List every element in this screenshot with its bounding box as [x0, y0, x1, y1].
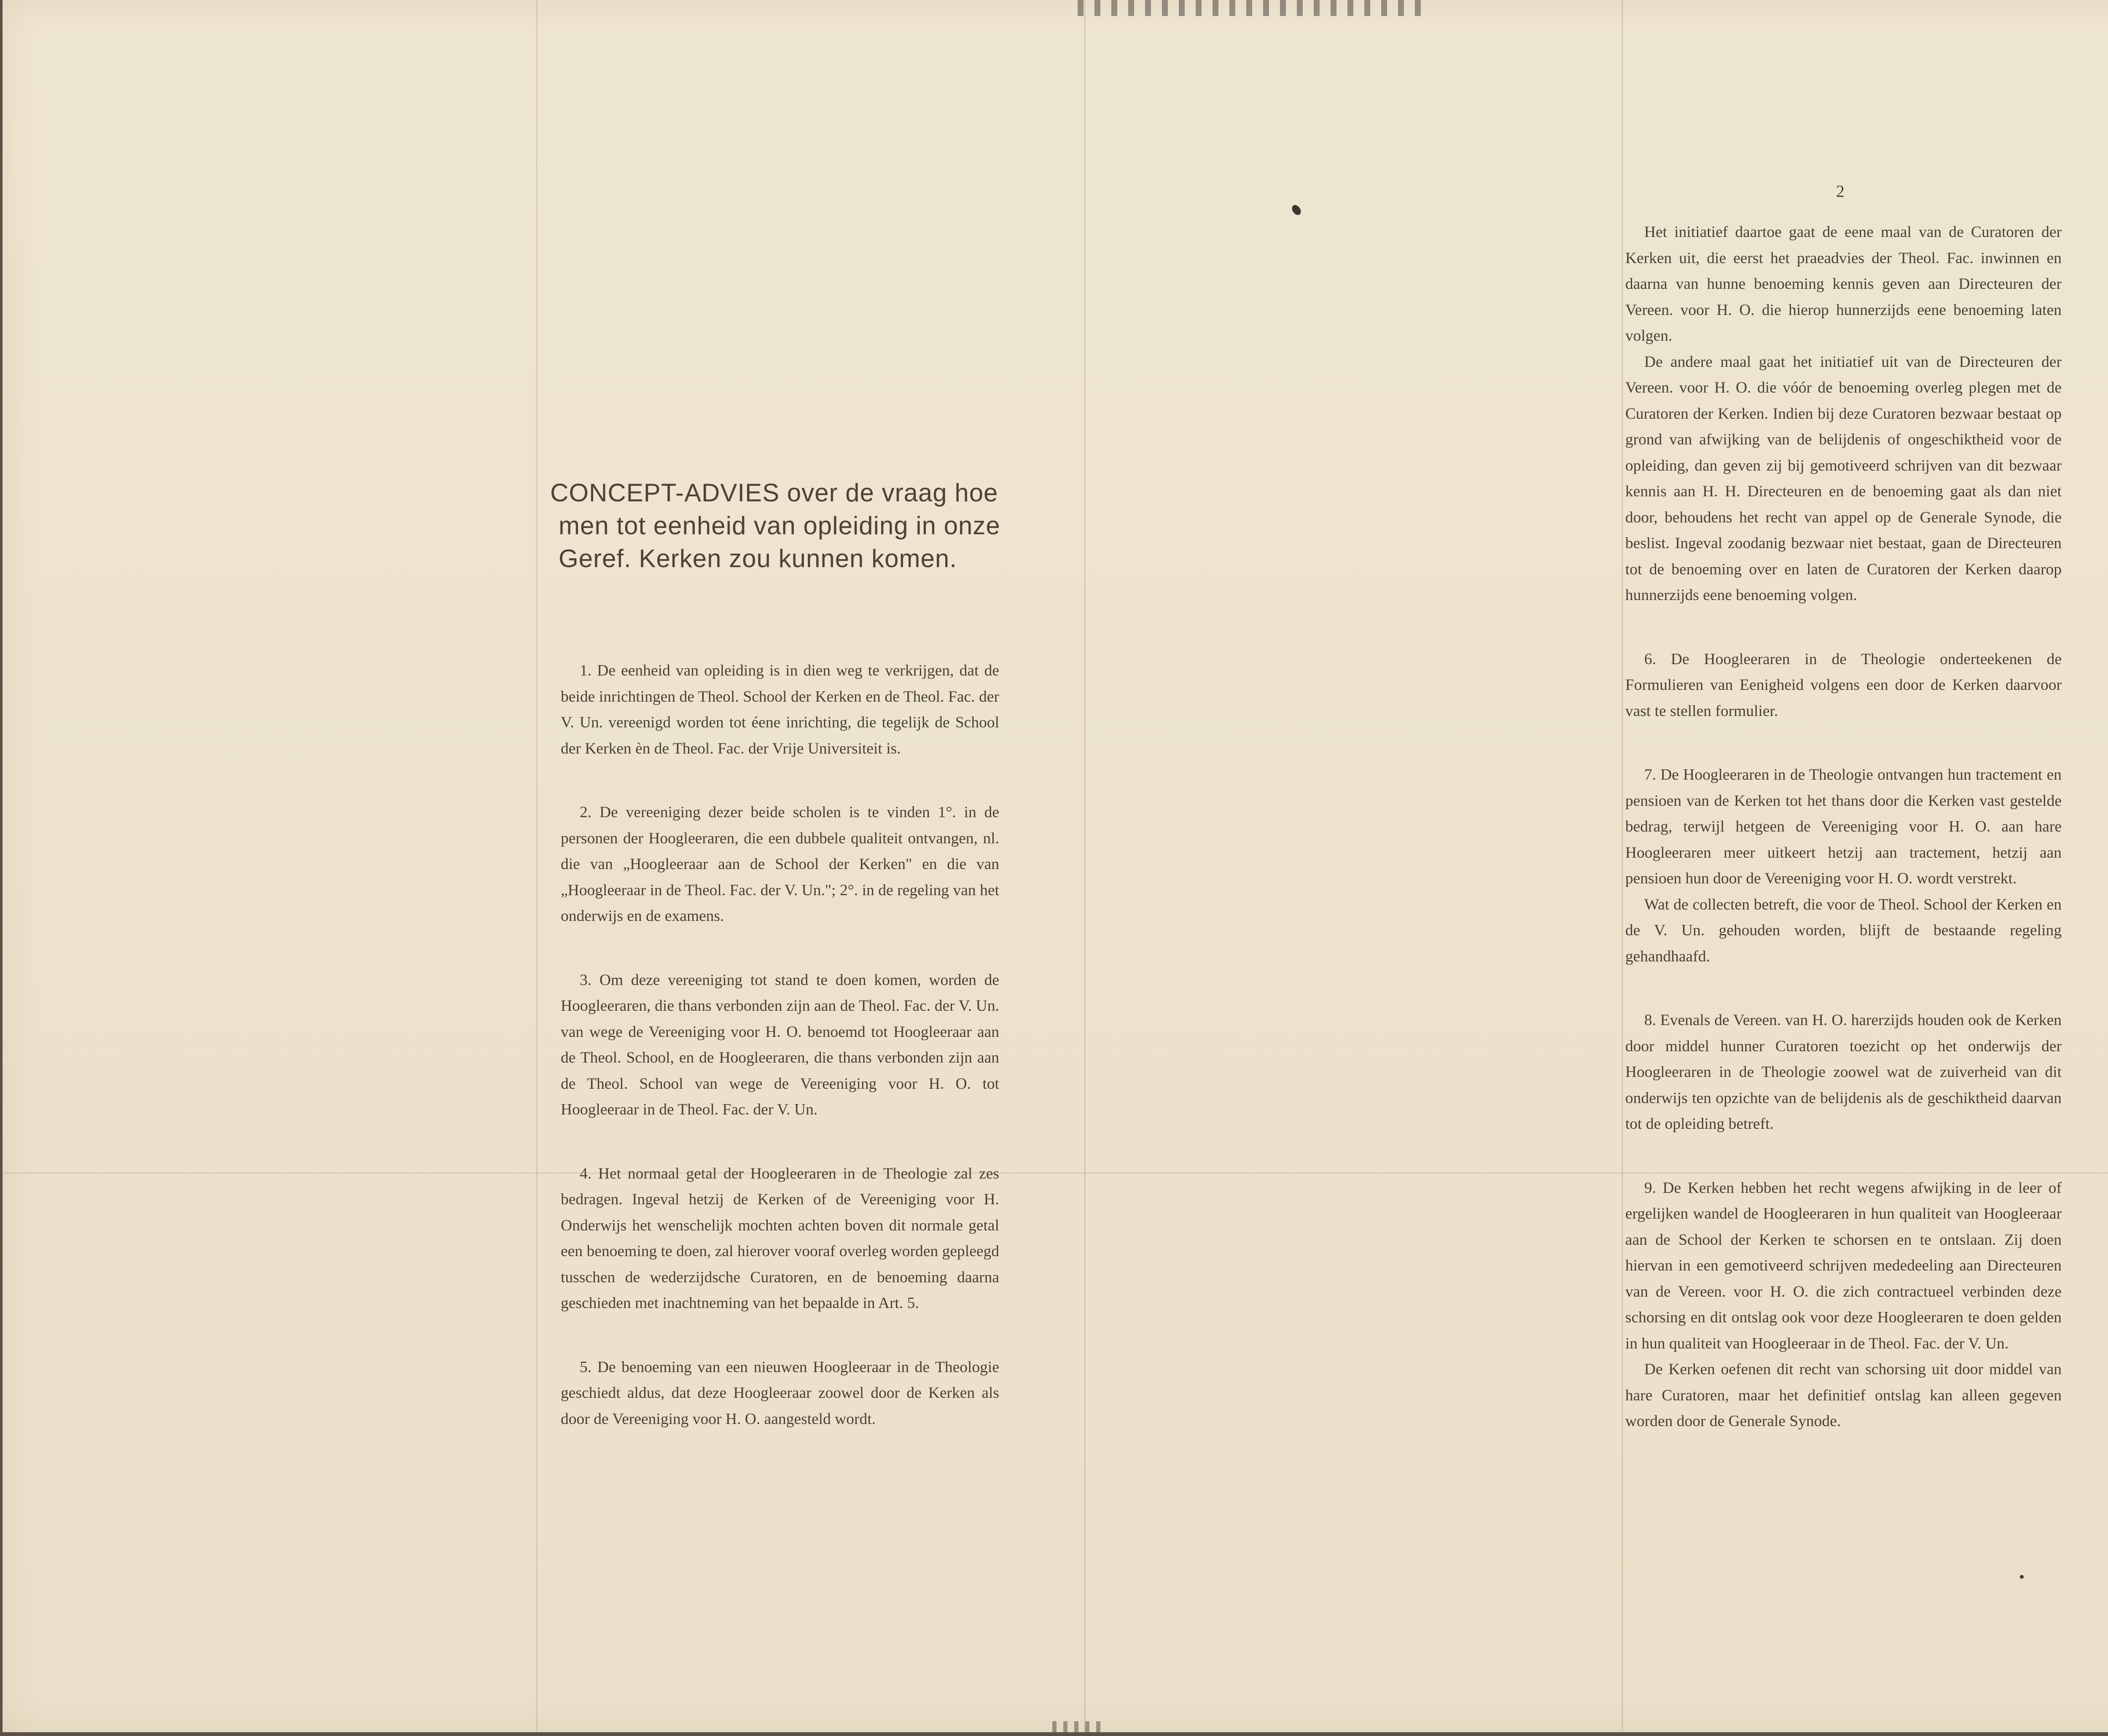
fold-line-vertical — [1084, 0, 1086, 1732]
article-2: 2. De vereeniging dezer beide scholen is te vinden 1°. in de personen der Hoogleeraren, die een dubbele qualiteit ontvangen, nl. die van „Hoogleeraar aan de School der Kerken" en die van „Hoogleeraar in de Theol. Fac. der V. Un."; 2°. in de regeling van het onderwijs en de examens. — [561, 804, 999, 925]
ink-dot — [2020, 1575, 2024, 1579]
fold-line-vertical — [1621, 0, 1623, 1732]
article-5: 5. De benoeming van een nieuwen Hoogleeraar in de Theologie geschiedt aldus, dat deze Hoogleeraar zoowel door de Kerken als door de Vereeniging voor H. O. aangesteld wordt. — [561, 1358, 999, 1428]
left-column — [561, 658, 999, 1432]
article-7: 7. De Hoogleeraren in de Theologie ontvangen hun tractement en pensioen van de Kerken tot het thans door die Kerken vast gestelde bedrag, terwijl hetgeen de Vereeniging voor H. O. aan hare Hoogleeraren meer uitkeert hetzij aan tractement, hetzij aan pensioen hun door de Vereeniging voor H. O. wordt verstrekt. — [1625, 766, 2062, 887]
title-line: men tot eenheid van opleiding in onze — [559, 511, 1000, 540]
torn-edge-bottom — [1052, 1721, 1103, 1732]
article-7-continued: Wat de collecten betreft, die voor de Theol. School der Kerken en de V. Un. gehouden worden, blijft de bestaande regeling gehandhaafd. — [1625, 896, 2062, 965]
article-8: 8. Evenals de Vereen. van H. O. harerzijds houden ook de Kerken door middel hunner Curatoren toezicht op het onderwijs der Hoogleeraren in de Theologie zoowel wat de zuiverheid van dit onderwijs ten opzichte van de belijdenis als de geschiktheid daarvan tot de opleiding betreft. — [1625, 1012, 2062, 1133]
article-9: 9. De Kerken hebben het recht wegens afwijking in de leer of ergelijken wandel de Hoogleeraren in hun qualiteit van Hoogleeraar aan de School der Kerken te schorsen en te ontslaan. Zij doen hiervan in een gemotiveerd schrijven mededeeling aan Directeuren van de Vereen. voor H. O. die zich contractueel verbinden deze schorsing en dit ontslag ook voor deze Hoogleeraren te doen gelden in hun qualiteit van Hoogleeraar in de Theol. Fac. der V. Un. — [1625, 1179, 2062, 1352]
article-1: 1. De eenheid van opleiding is in dien weg te verkrijgen, dat de beide inrichtingen de Theol. School der Kerken en de Theol. Fac. der V. Un. vereenigd worden tot éene inrichting, die tegelijk de School der Kerken èn de Theol. Fac. der Vrije Universiteit is. — [561, 662, 999, 757]
article-4: 4. Het normaal getal der Hoogleeraren in de Theologie zal zes bedragen. Ingeval hetzij de Kerken of de Vereeniging voor H. Onderwijs het wenschelijk mochten achten boven dit normale getal een benoeming te doen, zal hierover vooraf overleg worden gepleegd tusschen de wederzijdsche Curatoren, en de benoeming daarna geschieden met inachtneming van het bepaalde in Art. 5. — [561, 1165, 999, 1312]
title-line: Geref. Kerken zou kunnen komen. — [559, 544, 957, 573]
article-3: 3. Om deze vereeniging tot stand te doen komen, worden de Hoogleeraren, die thans verbonden zijn aan de Theol. Fac. der V. Un. van wege de Vereeniging voor H. O. benoemd tot Hoogleeraar aan de Theol. School, en de Hoogleeraren, die thans verbonden zijn aan de Theol. School van wege de Vereeniging voor H. O. tot Hoogleeraar in de Theol. Fac. der V. Un. — [561, 971, 999, 1118]
torn-edge-top — [1078, 0, 1423, 16]
ink-mark — [1290, 203, 1303, 217]
article-5-continued: Het initiatief daartoe gaat de eene maal van de Curatoren der Kerken uit, die eerst het praeadvies der Theol. Fac. inwinnen en daarna van hunne benoeming kennis geven aan Directeuren der Vereen. voor H. O. die hierop hunnerzijds eene benoeming laten volgen. — [1625, 223, 2062, 345]
title-line: CONCEPT-ADVIES over de vraag hoe — [550, 479, 998, 507]
fold-line-vertical — [536, 0, 538, 1732]
page-number: 2 — [1836, 182, 1844, 201]
document-title — [550, 476, 1018, 575]
article-5-continued: De andere maal gaat het initiatief uit van de Directeuren der Vereen. voor H. O. die vóór de benoeming overleg plegen met de Curatoren der Kerken. Indien bij deze Curatoren bezwaar bestaat op grond van afwijking van de belijdenis of ongeschiktheid voor de opleiding, dan geven zij bij gemotiveerd schrijven van dit bezwaar kennis aan H. H. Directeuren en de benoeming gaat als dan niet door, behoudens het recht van appel op de Generale Synode, die beslist. Ingeval zoodanig bezwaar niet bestaat, gaan de Directeuren tot de benoeming over en laten de Curatoren der Kerken daarop hunnerzijds eene benoeming volgen. — [1625, 353, 2062, 604]
right-column — [1625, 219, 2062, 1435]
article-9-continued: De Kerken oefenen dit recht van schorsing uit door middel van hare Curatoren, maar het definitief ontslag kan alleen gegeven worden door de Generale Synode. — [1625, 1361, 2062, 1430]
article-6: 6. De Hoogleeraren in de Theologie onderteekenen de Formulieren van Eenigheid volgens een door de Kerken daarvoor vast te stellen formulier. — [1625, 650, 2062, 720]
